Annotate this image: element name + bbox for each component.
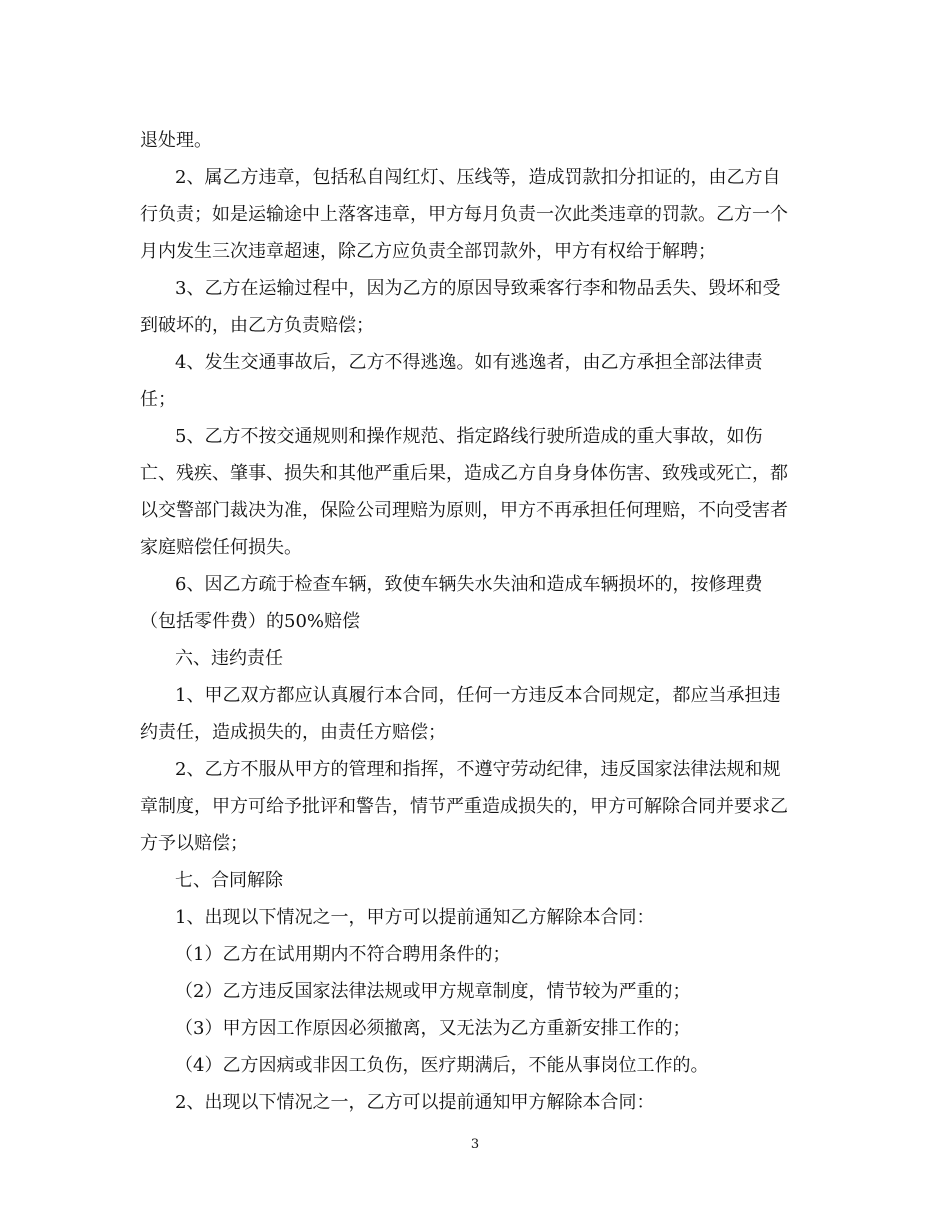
page-number: 3 [470, 1137, 480, 1152]
text-line: 章制度，甲方可给予批评和警告，情节严重造成损失的，甲方可解除合同并要求乙 [140, 796, 788, 817]
text-line: 家庭赔偿任何损失。 [140, 537, 302, 558]
section-heading: 六、违约责任 [175, 648, 283, 669]
text-line: 6、因乙方疏于检查车辆，致使车辆失水失油和造成车辆损坏的，按修理费 [175, 574, 763, 595]
text-line: 退处理。 [140, 130, 212, 151]
text-line: 4、发生交通事故后，乙方不得逃逸。如有逃逸者，由乙方承担全部法律责 [175, 352, 763, 373]
text-line: 以交警部门裁决为准，保险公司理赔为原则，甲方不再承担任何理赔，不向受害者 [140, 500, 788, 521]
text-line: 到破坏的，由乙方负责赔偿； [140, 315, 374, 336]
text-line: 1、出现以下情况之一，甲方可以提前通知乙方解除本合同： [175, 907, 655, 928]
section-heading: 七、合同解除 [175, 870, 283, 891]
text-line: 约责任，造成损失的，由责任方赔偿； [140, 722, 446, 743]
text-line: 行负责；如是运输途中上落客违章，甲方每月负责一次此类违章的罚款。乙方一个 [140, 204, 788, 225]
text-line: 方予以赔偿； [140, 833, 248, 854]
text-line: 1、甲乙双方都应认真履行本合同，任何一方违反本合同规定，都应当承担违 [175, 685, 781, 706]
text-line: 2、属乙方违章，包括私自闯红灯、压线等，造成罚款扣分扣证的，由乙方自 [175, 167, 781, 188]
list-item: （1）乙方在试用期内不符合聘用条件的； [175, 944, 511, 965]
list-item: （3）甲方因工作原因必须撤离，又无法为乙方重新安排工作的； [175, 1018, 691, 1039]
list-item: （2）乙方违反国家法律法规或甲方规章制度，情节较为严重的； [175, 981, 691, 1002]
text-line: 月内发生三次违章超速，除乙方应负责全部罚款外，甲方有权给于解聘； [140, 241, 716, 262]
text-line: 3、乙方在运输过程中，因为乙方的原因导致乘客行李和物品丢失、毁坏和受 [175, 278, 781, 299]
text-line: 2、出现以下情况之一，乙方可以提前通知甲方解除本合同： [175, 1092, 655, 1113]
text-line: 亡、残疾、肇事、损失和其他严重后果，造成乙方自身身体伤害、致残或死亡，都 [140, 463, 788, 484]
text-line: 任； [140, 389, 176, 410]
text-line: 5、乙方不按交通规则和操作规范、指定路线行驶所造成的重大事故，如伤 [175, 426, 763, 447]
text-line: 2、乙方不服从甲方的管理和指挥，不遵守劳动纪律，违反国家法律法规和规 [175, 759, 781, 780]
list-item: （4）乙方因病或非因工负伤，医疗期满后，不能从事岗位工作的。 [175, 1055, 709, 1076]
text-line: （包括零件费）的50%赔偿 [140, 611, 361, 632]
